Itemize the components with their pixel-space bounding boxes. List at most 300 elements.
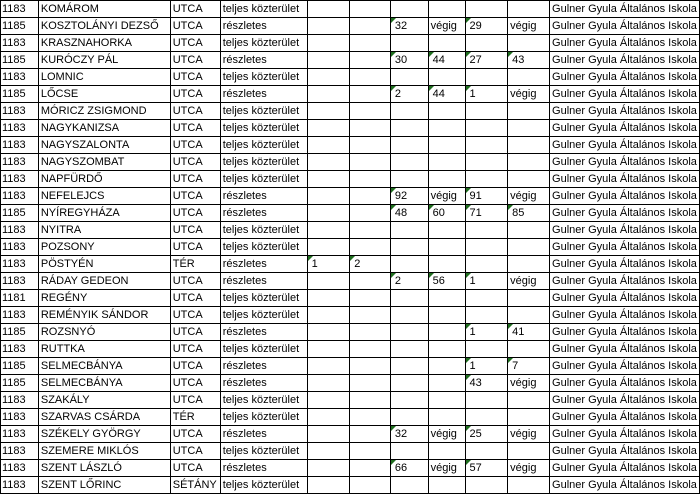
street-type-cell[interactable]: UTCA <box>170 307 220 324</box>
coverage-cell[interactable]: teljes közterület <box>220 392 307 409</box>
even-to-cell[interactable] <box>428 392 465 409</box>
even-from-cell[interactable] <box>390 409 428 426</box>
street-name-cell[interactable]: NAGYKANIZSA <box>38 120 170 137</box>
even-from-cell[interactable] <box>390 137 428 154</box>
school-cell[interactable]: Gulner Gyula Általános Iskola <box>550 477 700 494</box>
school-cell[interactable]: Gulner Gyula Általános Iskola <box>550 273 700 290</box>
street-name-cell[interactable]: PÖSTYÉN <box>38 256 170 273</box>
street-type-cell[interactable]: UTCA <box>170 290 220 307</box>
school-cell[interactable]: Gulner Gyula Általános Iskola <box>550 154 700 171</box>
range-start-cell[interactable] <box>307 69 350 86</box>
coverage-cell[interactable]: teljes közterület <box>220 222 307 239</box>
coverage-cell[interactable]: teljes közterület <box>220 239 307 256</box>
coverage-cell[interactable]: részletes <box>220 52 307 69</box>
zip-cell[interactable]: 1185 <box>1 205 39 222</box>
street-name-cell[interactable]: SZAKÁLY <box>38 392 170 409</box>
range-end-cell[interactable] <box>350 69 391 86</box>
odd-to-cell[interactable] <box>508 409 550 426</box>
school-cell[interactable]: Gulner Gyula Általános Iskola <box>550 307 700 324</box>
even-to-cell[interactable] <box>428 1 465 18</box>
coverage-cell[interactable]: teljes közterület <box>220 409 307 426</box>
street-type-cell[interactable]: UTCA <box>170 18 220 35</box>
street-type-cell[interactable]: UTCA <box>170 69 220 86</box>
zip-cell[interactable]: 1185 <box>1 358 39 375</box>
even-from-cell[interactable] <box>390 120 428 137</box>
odd-from-cell[interactable] <box>465 290 508 307</box>
even-to-cell[interactable] <box>428 307 465 324</box>
even-from-cell[interactable]: 32 <box>390 426 428 443</box>
street-name-cell[interactable]: MÓRICZ ZSIGMOND <box>38 103 170 120</box>
range-end-cell[interactable] <box>350 341 391 358</box>
odd-from-cell[interactable] <box>465 222 508 239</box>
range-end-cell[interactable] <box>350 324 391 341</box>
even-to-cell[interactable] <box>428 358 465 375</box>
even-to-cell[interactable]: végig <box>428 426 465 443</box>
zip-cell[interactable]: 1183 <box>1 477 39 494</box>
even-from-cell[interactable]: 32 <box>390 18 428 35</box>
range-end-cell[interactable] <box>350 392 391 409</box>
zip-cell[interactable]: 1183 <box>1 341 39 358</box>
range-start-cell[interactable] <box>307 273 350 290</box>
school-cell[interactable]: Gulner Gyula Általános Iskola <box>550 52 700 69</box>
school-cell[interactable]: Gulner Gyula Általános Iskola <box>550 341 700 358</box>
zip-cell[interactable]: 1183 <box>1 154 39 171</box>
coverage-cell[interactable]: részletes <box>220 256 307 273</box>
street-name-cell[interactable]: NEFELEJCS <box>38 188 170 205</box>
range-end-cell[interactable] <box>350 171 391 188</box>
range-start-cell[interactable] <box>307 409 350 426</box>
coverage-cell[interactable]: teljes közterület <box>220 103 307 120</box>
odd-to-cell[interactable] <box>508 137 550 154</box>
zip-cell[interactable]: 1185 <box>1 375 39 392</box>
street-type-cell[interactable]: UTCA <box>170 324 220 341</box>
street-type-cell[interactable]: UTCA <box>170 205 220 222</box>
even-to-cell[interactable]: 44 <box>428 52 465 69</box>
zip-cell[interactable]: 1183 <box>1 35 39 52</box>
coverage-cell[interactable]: teljes közterület <box>220 137 307 154</box>
street-type-cell[interactable]: SÉTÁNY <box>170 477 220 494</box>
range-start-cell[interactable] <box>307 426 350 443</box>
range-start-cell[interactable] <box>307 358 350 375</box>
even-to-cell[interactable] <box>428 290 465 307</box>
odd-from-cell[interactable] <box>465 103 508 120</box>
school-cell[interactable]: Gulner Gyula Általános Iskola <box>550 1 700 18</box>
even-from-cell[interactable]: 2 <box>390 273 428 290</box>
even-from-cell[interactable]: 92 <box>390 188 428 205</box>
school-cell[interactable]: Gulner Gyula Általános Iskola <box>550 103 700 120</box>
school-cell[interactable]: Gulner Gyula Általános Iskola <box>550 409 700 426</box>
even-from-cell[interactable] <box>390 69 428 86</box>
school-cell[interactable]: Gulner Gyula Általános Iskola <box>550 188 700 205</box>
odd-to-cell[interactable]: 41 <box>508 324 550 341</box>
street-name-cell[interactable]: NYÍREGYHÁZA <box>38 205 170 222</box>
odd-from-cell[interactable] <box>465 137 508 154</box>
range-start-cell[interactable] <box>307 171 350 188</box>
even-from-cell[interactable] <box>390 239 428 256</box>
even-to-cell[interactable]: végig <box>428 18 465 35</box>
odd-to-cell[interactable] <box>508 290 550 307</box>
even-to-cell[interactable]: végig <box>428 188 465 205</box>
street-name-cell[interactable]: LOMNIC <box>38 69 170 86</box>
street-type-cell[interactable]: UTCA <box>170 443 220 460</box>
even-from-cell[interactable]: 2 <box>390 86 428 103</box>
school-cell[interactable]: Gulner Gyula Általános Iskola <box>550 460 700 477</box>
zip-cell[interactable]: 1185 <box>1 18 39 35</box>
even-from-cell[interactable] <box>390 256 428 273</box>
street-name-cell[interactable]: KURÓCZY PÁL <box>38 52 170 69</box>
odd-to-cell[interactable] <box>508 222 550 239</box>
odd-from-cell[interactable]: 1 <box>465 358 508 375</box>
zip-cell[interactable]: 1181 <box>1 290 39 307</box>
zip-cell[interactable]: 1183 <box>1 103 39 120</box>
odd-to-cell[interactable]: végig <box>508 273 550 290</box>
street-type-cell[interactable]: TÉR <box>170 409 220 426</box>
school-cell[interactable]: Gulner Gyula Általános Iskola <box>550 86 700 103</box>
school-cell[interactable]: Gulner Gyula Általános Iskola <box>550 18 700 35</box>
odd-to-cell[interactable]: végig <box>508 18 550 35</box>
zip-cell[interactable]: 1183 <box>1 188 39 205</box>
coverage-cell[interactable]: teljes közterület <box>220 120 307 137</box>
street-type-cell[interactable]: UTCA <box>170 222 220 239</box>
school-cell[interactable]: Gulner Gyula Általános Iskola <box>550 137 700 154</box>
school-cell[interactable]: Gulner Gyula Általános Iskola <box>550 69 700 86</box>
even-from-cell[interactable]: 48 <box>390 205 428 222</box>
street-type-cell[interactable]: UTCA <box>170 375 220 392</box>
range-end-cell[interactable] <box>350 290 391 307</box>
even-to-cell[interactable] <box>428 35 465 52</box>
school-cell[interactable]: Gulner Gyula Általános Iskola <box>550 222 700 239</box>
odd-to-cell[interactable] <box>508 392 550 409</box>
street-type-cell[interactable]: UTCA <box>170 358 220 375</box>
zip-cell[interactable]: 1183 <box>1 222 39 239</box>
street-type-cell[interactable]: UTCA <box>170 1 220 18</box>
zip-cell[interactable]: 1183 <box>1 239 39 256</box>
even-from-cell[interactable] <box>390 358 428 375</box>
school-cell[interactable]: Gulner Gyula Általános Iskola <box>550 35 700 52</box>
even-from-cell[interactable] <box>390 290 428 307</box>
even-to-cell[interactable] <box>428 324 465 341</box>
odd-to-cell[interactable]: végig <box>508 86 550 103</box>
street-type-cell[interactable]: UTCA <box>170 341 220 358</box>
street-name-cell[interactable]: NAGYSZOMBAT <box>38 154 170 171</box>
range-start-cell[interactable] <box>307 239 350 256</box>
even-from-cell[interactable] <box>390 477 428 494</box>
odd-from-cell[interactable] <box>465 341 508 358</box>
range-start-cell[interactable] <box>307 341 350 358</box>
odd-from-cell[interactable] <box>465 239 508 256</box>
coverage-cell[interactable]: részletes <box>220 460 307 477</box>
zip-cell[interactable]: 1183 <box>1 273 39 290</box>
even-from-cell[interactable] <box>390 324 428 341</box>
even-to-cell[interactable] <box>428 341 465 358</box>
street-name-cell[interactable]: NAGYSZALONTA <box>38 137 170 154</box>
zip-cell[interactable]: 1183 <box>1 137 39 154</box>
odd-from-cell[interactable] <box>465 256 508 273</box>
odd-from-cell[interactable] <box>465 443 508 460</box>
coverage-cell[interactable]: részletes <box>220 18 307 35</box>
range-end-cell[interactable] <box>350 103 391 120</box>
range-end-cell[interactable] <box>350 375 391 392</box>
school-cell[interactable]: Gulner Gyula Általános Iskola <box>550 443 700 460</box>
range-start-cell[interactable] <box>307 307 350 324</box>
range-start-cell[interactable]: 1 <box>307 256 350 273</box>
street-name-cell[interactable]: LŐCSE <box>38 86 170 103</box>
even-from-cell[interactable] <box>390 307 428 324</box>
range-start-cell[interactable] <box>307 154 350 171</box>
coverage-cell[interactable]: részletes <box>220 205 307 222</box>
odd-from-cell[interactable] <box>465 35 508 52</box>
odd-to-cell[interactable]: 7 <box>508 358 550 375</box>
odd-from-cell[interactable] <box>465 171 508 188</box>
range-end-cell[interactable]: 2 <box>350 256 391 273</box>
odd-from-cell[interactable]: 25 <box>465 426 508 443</box>
street-type-cell[interactable]: UTCA <box>170 154 220 171</box>
odd-from-cell[interactable] <box>465 1 508 18</box>
even-to-cell[interactable]: végig <box>428 460 465 477</box>
even-to-cell[interactable] <box>428 154 465 171</box>
zip-cell[interactable]: 1183 <box>1 392 39 409</box>
even-from-cell[interactable] <box>390 103 428 120</box>
even-from-cell[interactable] <box>390 375 428 392</box>
street-type-cell[interactable]: UTCA <box>170 392 220 409</box>
zip-cell[interactable]: 1183 <box>1 307 39 324</box>
range-start-cell[interactable] <box>307 1 350 18</box>
odd-to-cell[interactable] <box>508 477 550 494</box>
coverage-cell[interactable]: teljes közterület <box>220 290 307 307</box>
even-to-cell[interactable] <box>428 443 465 460</box>
range-end-cell[interactable] <box>350 222 391 239</box>
range-end-cell[interactable] <box>350 52 391 69</box>
street-name-cell[interactable]: SZÉKELY GYÖRGY <box>38 426 170 443</box>
even-to-cell[interactable] <box>428 477 465 494</box>
range-end-cell[interactable] <box>350 239 391 256</box>
odd-to-cell[interactable]: végig <box>508 426 550 443</box>
even-to-cell[interactable] <box>428 256 465 273</box>
odd-to-cell[interactable] <box>508 443 550 460</box>
even-from-cell[interactable] <box>390 154 428 171</box>
even-to-cell[interactable]: 60 <box>428 205 465 222</box>
school-cell[interactable]: Gulner Gyula Általános Iskola <box>550 358 700 375</box>
coverage-cell[interactable]: részletes <box>220 324 307 341</box>
coverage-cell[interactable]: teljes közterület <box>220 477 307 494</box>
street-name-cell[interactable]: REMÉNYIK SÁNDOR <box>38 307 170 324</box>
school-cell[interactable]: Gulner Gyula Általános Iskola <box>550 324 700 341</box>
range-start-cell[interactable] <box>307 290 350 307</box>
street-type-cell[interactable]: UTCA <box>170 137 220 154</box>
street-type-cell[interactable]: UTCA <box>170 103 220 120</box>
range-start-cell[interactable] <box>307 205 350 222</box>
odd-to-cell[interactable]: végig <box>508 375 550 392</box>
street-type-cell[interactable]: UTCA <box>170 426 220 443</box>
odd-from-cell[interactable]: 1 <box>465 273 508 290</box>
odd-to-cell[interactable] <box>508 103 550 120</box>
street-type-cell[interactable]: UTCA <box>170 86 220 103</box>
school-cell[interactable]: Gulner Gyula Általános Iskola <box>550 392 700 409</box>
street-type-cell[interactable]: UTCA <box>170 273 220 290</box>
school-cell[interactable]: Gulner Gyula Általános Iskola <box>550 375 700 392</box>
range-end-cell[interactable] <box>350 477 391 494</box>
range-end-cell[interactable] <box>350 35 391 52</box>
street-name-cell[interactable]: RÁDAY GEDEON <box>38 273 170 290</box>
even-to-cell[interactable] <box>428 171 465 188</box>
coverage-cell[interactable]: teljes közterület <box>220 341 307 358</box>
range-start-cell[interactable] <box>307 443 350 460</box>
street-name-cell[interactable]: KRASZNAHORKA <box>38 35 170 52</box>
range-end-cell[interactable] <box>350 86 391 103</box>
even-to-cell[interactable] <box>428 137 465 154</box>
range-end-cell[interactable] <box>350 273 391 290</box>
even-to-cell[interactable] <box>428 69 465 86</box>
even-to-cell[interactable] <box>428 120 465 137</box>
odd-from-cell[interactable]: 91 <box>465 188 508 205</box>
street-type-cell[interactable]: TÉR <box>170 256 220 273</box>
even-from-cell[interactable] <box>390 1 428 18</box>
odd-to-cell[interactable] <box>508 341 550 358</box>
range-start-cell[interactable] <box>307 137 350 154</box>
street-type-cell[interactable]: UTCA <box>170 120 220 137</box>
zip-cell[interactable]: 1183 <box>1 1 39 18</box>
odd-from-cell[interactable] <box>465 392 508 409</box>
even-from-cell[interactable] <box>390 443 428 460</box>
school-cell[interactable]: Gulner Gyula Általános Iskola <box>550 205 700 222</box>
range-start-cell[interactable] <box>307 86 350 103</box>
street-name-cell[interactable]: POZSONY <box>38 239 170 256</box>
range-start-cell[interactable] <box>307 460 350 477</box>
school-cell[interactable]: Gulner Gyula Általános Iskola <box>550 171 700 188</box>
even-from-cell[interactable] <box>390 222 428 239</box>
zip-cell[interactable]: 1183 <box>1 171 39 188</box>
odd-to-cell[interactable]: 43 <box>508 52 550 69</box>
odd-from-cell[interactable] <box>465 409 508 426</box>
street-name-cell[interactable]: SZEMERE MIKLÓS <box>38 443 170 460</box>
range-start-cell[interactable] <box>307 120 350 137</box>
street-name-cell[interactable]: SELMECBÁNYA <box>38 375 170 392</box>
even-from-cell[interactable]: 30 <box>390 52 428 69</box>
odd-from-cell[interactable]: 43 <box>465 375 508 392</box>
zip-cell[interactable]: 1183 <box>1 460 39 477</box>
street-type-cell[interactable]: UTCA <box>170 188 220 205</box>
zip-cell[interactable]: 1183 <box>1 426 39 443</box>
odd-to-cell[interactable] <box>508 171 550 188</box>
odd-from-cell[interactable] <box>465 477 508 494</box>
street-name-cell[interactable]: NAPFÜRDŐ <box>38 171 170 188</box>
zip-cell[interactable]: 1185 <box>1 324 39 341</box>
even-from-cell[interactable] <box>390 341 428 358</box>
range-start-cell[interactable] <box>307 188 350 205</box>
range-end-cell[interactable] <box>350 358 391 375</box>
odd-to-cell[interactable] <box>508 256 550 273</box>
range-end-cell[interactable] <box>350 188 391 205</box>
coverage-cell[interactable]: részletes <box>220 358 307 375</box>
street-name-cell[interactable]: KOSZTOLÁNYI DEZSŐ <box>38 18 170 35</box>
school-cell[interactable]: Gulner Gyula Általános Iskola <box>550 290 700 307</box>
school-cell[interactable]: Gulner Gyula Általános Iskola <box>550 120 700 137</box>
coverage-cell[interactable]: részletes <box>220 188 307 205</box>
street-type-cell[interactable]: UTCA <box>170 460 220 477</box>
range-start-cell[interactable] <box>307 392 350 409</box>
zip-cell[interactable]: 1183 <box>1 120 39 137</box>
range-end-cell[interactable] <box>350 443 391 460</box>
school-cell[interactable]: Gulner Gyula Általános Iskola <box>550 239 700 256</box>
odd-from-cell[interactable]: 57 <box>465 460 508 477</box>
range-end-cell[interactable] <box>350 460 391 477</box>
street-name-cell[interactable]: NYITRA <box>38 222 170 239</box>
odd-to-cell[interactable] <box>508 35 550 52</box>
range-end-cell[interactable] <box>350 205 391 222</box>
range-end-cell[interactable] <box>350 120 391 137</box>
range-end-cell[interactable] <box>350 137 391 154</box>
odd-to-cell[interactable] <box>508 307 550 324</box>
even-from-cell[interactable] <box>390 171 428 188</box>
odd-to-cell[interactable] <box>508 239 550 256</box>
school-cell[interactable]: Gulner Gyula Általános Iskola <box>550 426 700 443</box>
odd-from-cell[interactable] <box>465 307 508 324</box>
range-start-cell[interactable] <box>307 375 350 392</box>
coverage-cell[interactable]: részletes <box>220 426 307 443</box>
zip-cell[interactable]: 1183 <box>1 443 39 460</box>
even-from-cell[interactable] <box>390 35 428 52</box>
coverage-cell[interactable]: részletes <box>220 86 307 103</box>
coverage-cell[interactable]: teljes közterület <box>220 69 307 86</box>
street-type-cell[interactable]: UTCA <box>170 239 220 256</box>
range-start-cell[interactable] <box>307 18 350 35</box>
zip-cell[interactable]: 1183 <box>1 409 39 426</box>
range-start-cell[interactable] <box>307 35 350 52</box>
street-name-cell[interactable]: SZENT LÁSZLÓ <box>38 460 170 477</box>
odd-from-cell[interactable] <box>465 120 508 137</box>
odd-to-cell[interactable] <box>508 154 550 171</box>
even-to-cell[interactable] <box>428 239 465 256</box>
range-end-cell[interactable] <box>350 1 391 18</box>
odd-from-cell[interactable]: 29 <box>465 18 508 35</box>
odd-to-cell[interactable]: végig <box>508 188 550 205</box>
even-to-cell[interactable]: 44 <box>428 86 465 103</box>
street-name-cell[interactable]: ROZSNYÓ <box>38 324 170 341</box>
even-to-cell[interactable] <box>428 375 465 392</box>
odd-from-cell[interactable] <box>465 154 508 171</box>
odd-from-cell[interactable]: 1 <box>465 86 508 103</box>
range-end-cell[interactable] <box>350 154 391 171</box>
coverage-cell[interactable]: teljes közterület <box>220 171 307 188</box>
coverage-cell[interactable]: részletes <box>220 273 307 290</box>
even-to-cell[interactable] <box>428 103 465 120</box>
street-type-cell[interactable]: UTCA <box>170 35 220 52</box>
odd-from-cell[interactable]: 1 <box>465 324 508 341</box>
coverage-cell[interactable]: teljes közterület <box>220 35 307 52</box>
odd-from-cell[interactable]: 71 <box>465 205 508 222</box>
coverage-cell[interactable]: teljes közterület <box>220 307 307 324</box>
school-cell[interactable]: Gulner Gyula Általános Iskola <box>550 256 700 273</box>
range-end-cell[interactable] <box>350 18 391 35</box>
street-name-cell[interactable]: SELMECBÁNYA <box>38 358 170 375</box>
even-from-cell[interactable] <box>390 392 428 409</box>
odd-to-cell[interactable] <box>508 120 550 137</box>
range-start-cell[interactable] <box>307 103 350 120</box>
odd-to-cell[interactable] <box>508 69 550 86</box>
range-end-cell[interactable] <box>350 426 391 443</box>
coverage-cell[interactable]: teljes közterület <box>220 443 307 460</box>
street-name-cell[interactable]: SZENT LŐRINC <box>38 477 170 494</box>
odd-to-cell[interactable] <box>508 1 550 18</box>
range-end-cell[interactable] <box>350 307 391 324</box>
zip-cell[interactable]: 1185 <box>1 52 39 69</box>
zip-cell[interactable]: 1185 <box>1 86 39 103</box>
coverage-cell[interactable]: részletes <box>220 375 307 392</box>
range-end-cell[interactable] <box>350 409 391 426</box>
street-name-cell[interactable]: SZARVAS CSÁRDA <box>38 409 170 426</box>
odd-from-cell[interactable] <box>465 69 508 86</box>
odd-to-cell[interactable]: 85 <box>508 205 550 222</box>
